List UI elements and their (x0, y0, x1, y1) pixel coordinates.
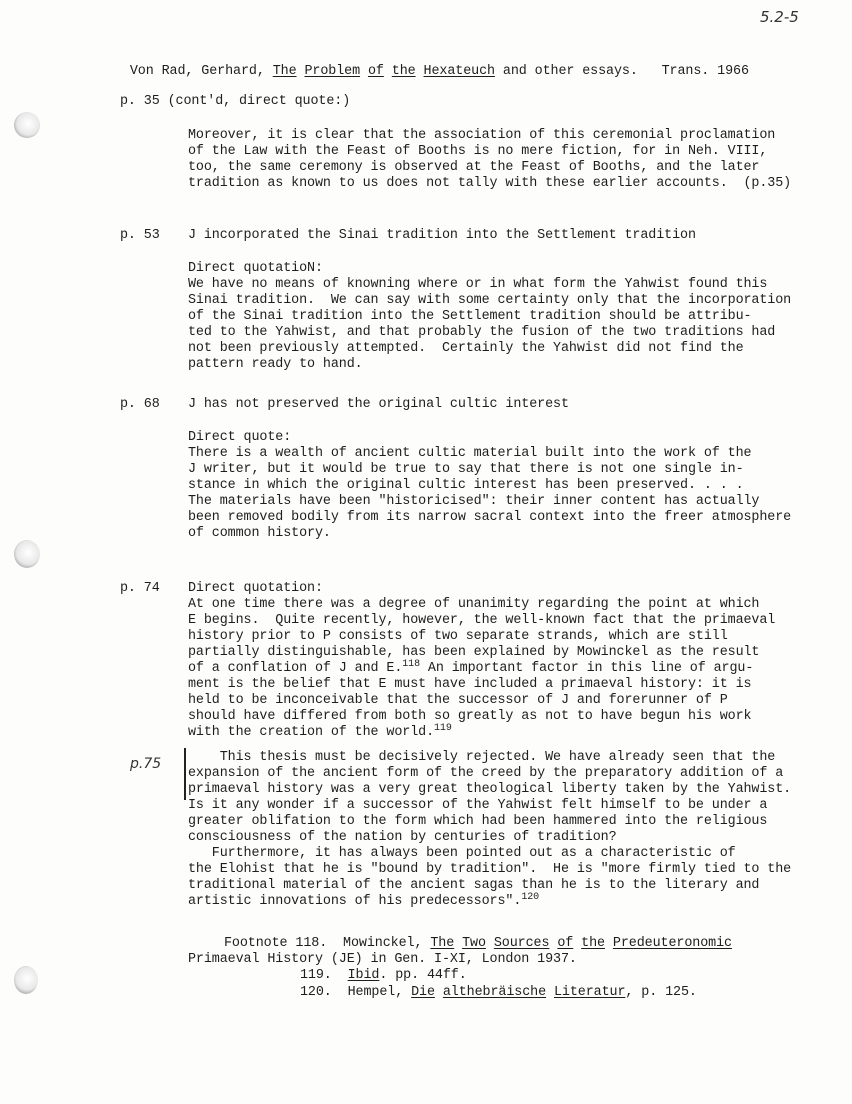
section-75-quote (188, 750, 791, 910)
quote-line: of the Law with the Feast of Booths is no mere fiction, for in Neh. VIII, (188, 144, 768, 159)
quote-line: J writer, but it would be true to say that there is not one single in- (188, 462, 744, 477)
quote-line: of the Sinai tradition into the Settlement tradition should be attribu- (188, 309, 752, 324)
quote-line: ment is the belief that E must have included a primaeval history: it is (188, 677, 752, 692)
section-68-page: p. 68 (120, 397, 160, 412)
footnote-ref-119: 119 (434, 723, 452, 734)
section-68-heading: J has not preserved the original cultic interest (188, 397, 569, 412)
section-74-page: p. 74 (120, 581, 160, 596)
quote-text: of a conflation of J and E. (188, 661, 403, 676)
footnote-title-word: Sources (493, 936, 550, 951)
section-53-quote (188, 277, 791, 373)
section-53-sublabel: Direct quotatioN: (188, 261, 323, 276)
footnote-118 (224, 936, 732, 952)
quote-line: history prior to P consists of two separate strands, which are still (188, 629, 728, 644)
hole-punch-top (14, 112, 40, 138)
quote-line: consciousness of the nation by centuries of tradition? (188, 830, 617, 845)
footnote-title-word: The (430, 936, 455, 951)
quote-line: expansion of the ancient form of the creed by the preparatory addition of a (188, 766, 784, 781)
quote-line (188, 894, 791, 910)
quote-line: of common history. (188, 526, 331, 541)
quote-line: tradition as known to us does not tally with these earlier accounts. (p.35) (188, 176, 792, 191)
title-suffix: and other essays. (494, 64, 638, 79)
footnote-118-cont: Primaeval History (JE) in Gen. I-XI, London 1937. (188, 952, 577, 967)
footnote-text: , p. 125. (625, 985, 697, 1000)
hole-punch-middle (14, 540, 40, 568)
margin-bar (184, 748, 186, 800)
footnote-120 (300, 985, 697, 1001)
quote-line: Is it any wonder if a successor of the Yahwist felt himself to be under a (188, 798, 768, 813)
quote-line: The materials have been "historicised": their inner content has actually (188, 494, 760, 509)
quote-line: greater oblifation to the form which had been hammered into the religious (188, 814, 768, 829)
section-53-heading: J incorporated the Sinai tradition into the Settlement tradition (188, 228, 696, 243)
footnote-ibid: Ibid (347, 968, 380, 983)
section-68-sublabel: Direct quote: (188, 430, 292, 445)
citation-header (114, 48, 749, 80)
title-word: The (272, 64, 297, 79)
footnote-ref-118: 118 (402, 659, 420, 670)
quote-text: artistic innovations of his predecessors". (188, 894, 522, 909)
footnote-text: . pp. 44ff. (379, 968, 467, 983)
quote-line (188, 661, 775, 677)
quote-line: held to be inconceivable that the successor of J and forerunner of P (188, 693, 728, 708)
footnote-text: 119. (300, 968, 348, 983)
quote-line: E begins. Quite recently, however, the well-known fact that the primaeval (188, 613, 776, 628)
title-word: Hexateuch (423, 64, 495, 79)
footnote-title-word: Two (462, 936, 486, 951)
quote-line: been removed bodily from its narrow sacral context into the freer atmosphere (188, 510, 792, 525)
quote-line: primaeval history was a very great theological liberty taken by the Yahwist. (188, 782, 792, 797)
quote-text: An important factor in this line of argu- (419, 661, 754, 676)
section-74-sublabel: Direct quotation: (188, 581, 323, 596)
quote-line: partially distinguishable, has been explained by Mowinckel as the result (188, 645, 760, 660)
footnote-title-word: Predeuteronomic (612, 936, 732, 951)
quote-line: At one time there was a degree of unanimity regarding the point at which (188, 597, 760, 612)
quote-line (188, 725, 775, 741)
title-word: the (391, 64, 416, 79)
section-68-quote (188, 446, 791, 542)
translation-year: Trans. 1966 (661, 64, 749, 79)
footnote-text: Footnote 118. Mowinckel, (224, 936, 431, 951)
quote-line: ted to the Yahwist, and that probably the fusion of the two traditions had (188, 325, 776, 340)
quote-line: Furthermore, it has always been pointed out as a characteristic of (188, 846, 736, 861)
hole-punch-bottom (14, 966, 38, 994)
quote-line: stance in which the original cultic interest has been preserved. . . . (188, 478, 744, 493)
footnote-title-word: althebräische (442, 985, 547, 1000)
quote-text: with the creation of the world. (188, 725, 435, 740)
quote-line: We have no means of knowning where or in what form the Yahwist found this (188, 277, 768, 292)
footnote-text: 120. Hempel, (300, 985, 412, 1000)
quote-line: too, the same ceremony is observed at the Feast of Booths, and the later (188, 160, 760, 175)
section-74-quote (188, 581, 775, 741)
footnote-title-word: of (557, 936, 574, 951)
quote-line: This thesis must be decisively rejected. We have already seen that the (188, 750, 776, 765)
footnote-title-word: the (581, 936, 605, 951)
footnote-ref-120: 120 (521, 892, 540, 903)
quote-line: not been previously attempted. Certainly the Yahwist did not find the (188, 341, 744, 356)
handwritten-page-75: p.75 (130, 756, 162, 772)
quote-line: Moreover, it is clear that the association of this ceremonial proclamation (188, 128, 776, 143)
quote-line: traditional material of the ancient sagas than he is to the literary and (188, 878, 760, 893)
section-35-label: p. 35 (cont'd, direct quote:) (120, 94, 351, 109)
section-53-page: p. 53 (120, 228, 160, 243)
quote-line: should have differed from both so greatly as not to have begun his work (188, 709, 752, 724)
section-35-quote (188, 128, 791, 192)
title-word: of (367, 64, 384, 79)
quote-line: There is a wealth of ancient cultic material built into the work of the (188, 446, 752, 461)
footnote-title-word: Die (411, 985, 435, 1000)
quote-line: Sinai tradition. We can say with some certainty only that the incorporation (188, 293, 792, 308)
handwritten-page-mark: 5.2-5 (760, 8, 799, 26)
quote-line: pattern ready to hand. (188, 357, 363, 372)
title-word: Problem (304, 64, 361, 79)
quote-line: the Elohist that he is "bound by tradition". He is "more firmly tied to the (188, 862, 792, 877)
footnote-119 (300, 968, 467, 984)
author: Von Rad, Gerhard, (129, 64, 273, 79)
footnote-title-word: Literatur (553, 985, 626, 1000)
